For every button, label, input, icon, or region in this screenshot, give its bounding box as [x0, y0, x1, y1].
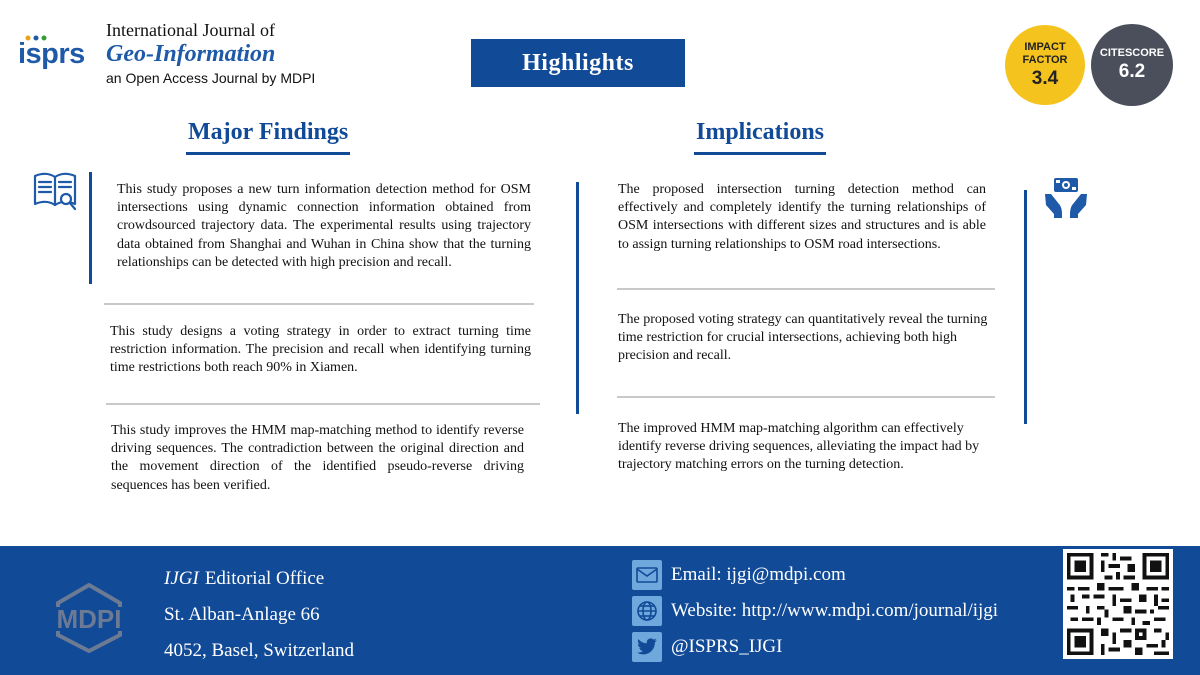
impact-factor-label-2: FACTOR — [1022, 53, 1068, 66]
journal-name-line1: International Journal of — [106, 20, 275, 40]
implications-separator-1 — [617, 288, 995, 290]
hands-money-icon — [1043, 174, 1089, 220]
impact-factor-value: 3.4 — [1031, 67, 1059, 89]
impact-factor-badge — [1005, 25, 1085, 105]
email-icon — [632, 560, 662, 590]
findings-separator-1 — [104, 303, 534, 305]
journal-name-line2: Geo-Information — [106, 41, 276, 67]
implication-1: The proposed intersection turning detection method can effectively and completely identify the turning relationships of OSM intersections with different sizes and structures and is able to assign turning relationships to OSM road intersections. — [618, 182, 986, 252]
major-finding-1: This study proposes a new turn information detection method for OSM intersections using dynamic connection information obtained from crowdsourced trajectory data. The experimental results using trajectory data obtained from Shanghai and Wuhan in China show that the turning relationships can be detected with high precision and recall. — [117, 182, 531, 270]
impact-factor-label-1: IMPACT — [1024, 40, 1066, 53]
findings-separator-2 — [106, 403, 540, 405]
citescore-label: CITESCORE — [1099, 47, 1165, 59]
major-finding-2: This study designs a voting strategy in order to extract turning time restriction information. The precision and recall when identifying turning time restrictions both reach 90% in Xiamen. — [110, 324, 531, 376]
journal-tagline: an Open Access Journal by MDPI — [106, 70, 316, 86]
address-line-1: St. Alban-Anlage 66 — [164, 604, 320, 625]
implications-separator-2 — [617, 396, 995, 398]
address-line-2: 4052, Basel, Switzerland — [164, 640, 354, 661]
globe-icon — [632, 596, 662, 626]
findings-vertical-rule — [89, 172, 92, 284]
major-finding-3: This study improves the HMM map-matching method to identify reverse driving sequences. The contradiction between the original direction and the movement direction of the identified pseudo-reverse driving sequences has been verified. — [111, 423, 524, 493]
implications-title: Implications — [696, 119, 825, 145]
contact-email[interactable]: Email: ijgi@mdpi.com — [671, 564, 846, 585]
office-journal: IJGI — [164, 568, 199, 589]
contact-twitter[interactable]: @ISPRS_IJGI — [671, 636, 783, 657]
office-label: Editorial Office — [204, 568, 325, 589]
qr-code-icon[interactable] — [1063, 549, 1173, 659]
center-vertical-rule — [576, 182, 579, 414]
major-findings-title: Major Findings — [188, 119, 349, 145]
editorial-office — [164, 568, 324, 590]
mdpi-logo-text: MDPI — [56, 604, 122, 634]
implication-2: The proposed voting strategy can quantitatively reveal the turning time restriction for crucial intersections, achieving both high precision and recall. — [618, 312, 988, 364]
implications-vertical-rule — [1024, 190, 1027, 424]
book-search-icon — [32, 168, 78, 214]
twitter-icon — [632, 632, 662, 662]
mdpi-logo-icon — [34, 583, 144, 653]
isprs-logo: isprs — [18, 38, 85, 70]
citescore-value: 6.2 — [1118, 61, 1146, 82]
implication-3: The improved HMM map-matching algorithm can effectively identify reverse driving sequences, alleviating the impact had by trajectory matching errors on the turning detection. — [618, 421, 980, 473]
citescore-badge — [1091, 24, 1173, 106]
contact-website[interactable]: Website: http://www.mdpi.com/journal/ijgi — [671, 600, 999, 621]
highlights-label: Highlights — [522, 49, 634, 76]
highlights-banner — [471, 39, 685, 87]
